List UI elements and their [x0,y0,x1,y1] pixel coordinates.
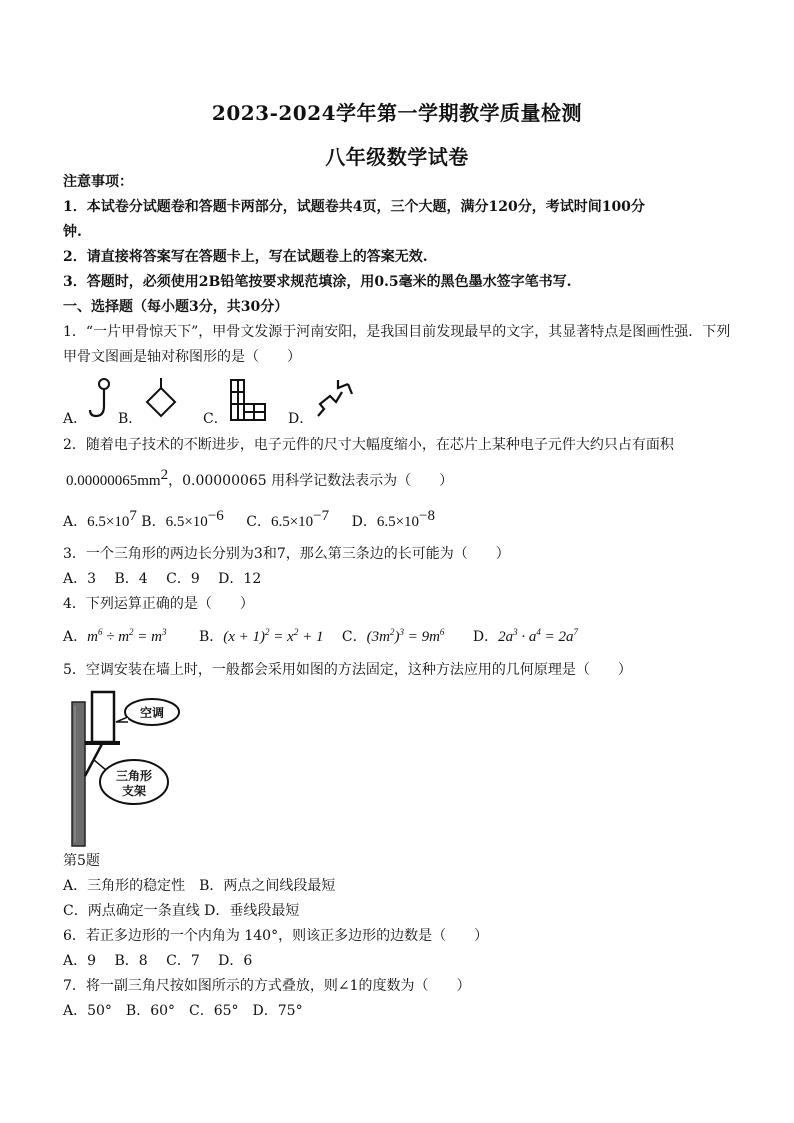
q2-options [63,508,736,532]
q1-option-c-glyph [228,378,268,422]
q5-label-triangle-1: 三角形 [115,769,153,783]
q4-option-c: C．$(3m^2)^3 = 9m^6$ [341,627,445,645]
q1-option-d-glyph [310,376,356,422]
q2-option-b: B．$6.5\times 10^{-6}$ [141,508,224,530]
q1-option-b-label: B． [118,411,143,427]
q5-caption: 第5题 [63,853,100,869]
q2-text-tail: ，0.00000065 用科学记数法表示为（ ） [168,473,454,489]
q3-options: A．3 B．4 C．9 D．12 [63,571,262,587]
notice-item-1-cont: 钟. [63,224,82,240]
q7-options: A．50° B．60° C．65° D．75° [63,1003,303,1019]
q3-text: 3．一个三角形的两边长分别为3和7，那么第三条边的长可能为（ ） [63,546,510,562]
q1-option-c-label: C． [203,411,228,427]
exam-title: 2023-2024学年第一学期教学质量检测 [211,101,583,125]
q6-options: A．9 B．8 C．7 D．6 [63,953,253,969]
q1-text-cont: 甲骨文图画是轴对称图形的是（ ） [63,349,301,365]
section-1-heading: 一、选择题（每小题3分，共30分） [63,299,289,315]
notice-item-1: 1．本试卷分试题卷和答题卡两部分，试题卷共4页，三个大题，满分120分，考试时间100分 [63,199,645,215]
q5-figure [62,688,180,848]
q5-options-row-1: A．三角形的稳定性 B．两点之间线段最短 [63,878,336,894]
q5-text: 5．空调安装在墙上时，一般都会采用如图的方法固定，这种方法应用的几何原理是（ ） [63,662,632,678]
q1-option-a-glyph [86,376,122,422]
q2-text-cont [66,467,736,491]
notice-heading: 注意事项： [63,174,133,190]
air-conditioner-shape [92,692,114,742]
notice-item-3: 3．答题时，必须使用2B铅笔按要求规范填涂，用0.5毫米的黑色墨水签字笔书写. [63,274,572,290]
q1-option-b-glyph [142,376,180,422]
q6-text: 6．若正多边形的一个内角为 140°，则该正多边形的边数是（ ） [63,928,489,944]
q2-option-a: A．$6.5\times 10^7$ [63,508,137,530]
exam-subtitle: 八年级数学试卷 [325,145,469,169]
q5-label-triangle-2: 支架 [121,784,147,798]
notice-item-2: 2．请直接将答案写在答题卡上，写在试题卷上的答案无效. [63,249,428,265]
q1-option-a-label: A． [63,411,88,427]
q4-option-b: B．$(x + 1)^2 = x^2 + 1$ [198,627,324,645]
q4-options [63,627,736,647]
q5-options-row-2: C．两点确定一条直线 D．垂线段最短 [63,903,300,919]
q1-text: 1．“一片甲骨惊天下”，甲骨文发源于河南安阳，是我国目前发现最早的文字，其显著特点是图画性强．下列 [63,324,731,340]
q5-label-air-conditioner: 空调 [139,706,165,720]
q2-area-exp: 2 [160,467,169,483]
q4-option-a: A．$m^6 \div m^2 = m^3$ [63,627,167,645]
q7-text: 7．将一副三角尺按如图所示的方式叠放，则∠1的度数为（ ） [63,978,471,994]
q2-option-d: D．$6.5\times 10^{-8}$ [351,508,436,530]
q2-text: 2．随着电子技术的不断进步，电子元件的尺寸大幅度缩小，在芯片上某种电子元件大约只占有面积 [63,437,674,453]
wall-shape [72,702,85,846]
q1-option-d-label: D． [288,411,314,427]
q4-option-d: D．$2a^3 \cdot a^4 = 2a^7$ [472,627,578,645]
q2-option-c: C．$6.5\times 10^{-7}$ [246,508,330,530]
q2-area-value: 0.00000065mm [66,473,161,489]
q4-text: 4．下列运算正确的是（ ） [63,596,254,612]
